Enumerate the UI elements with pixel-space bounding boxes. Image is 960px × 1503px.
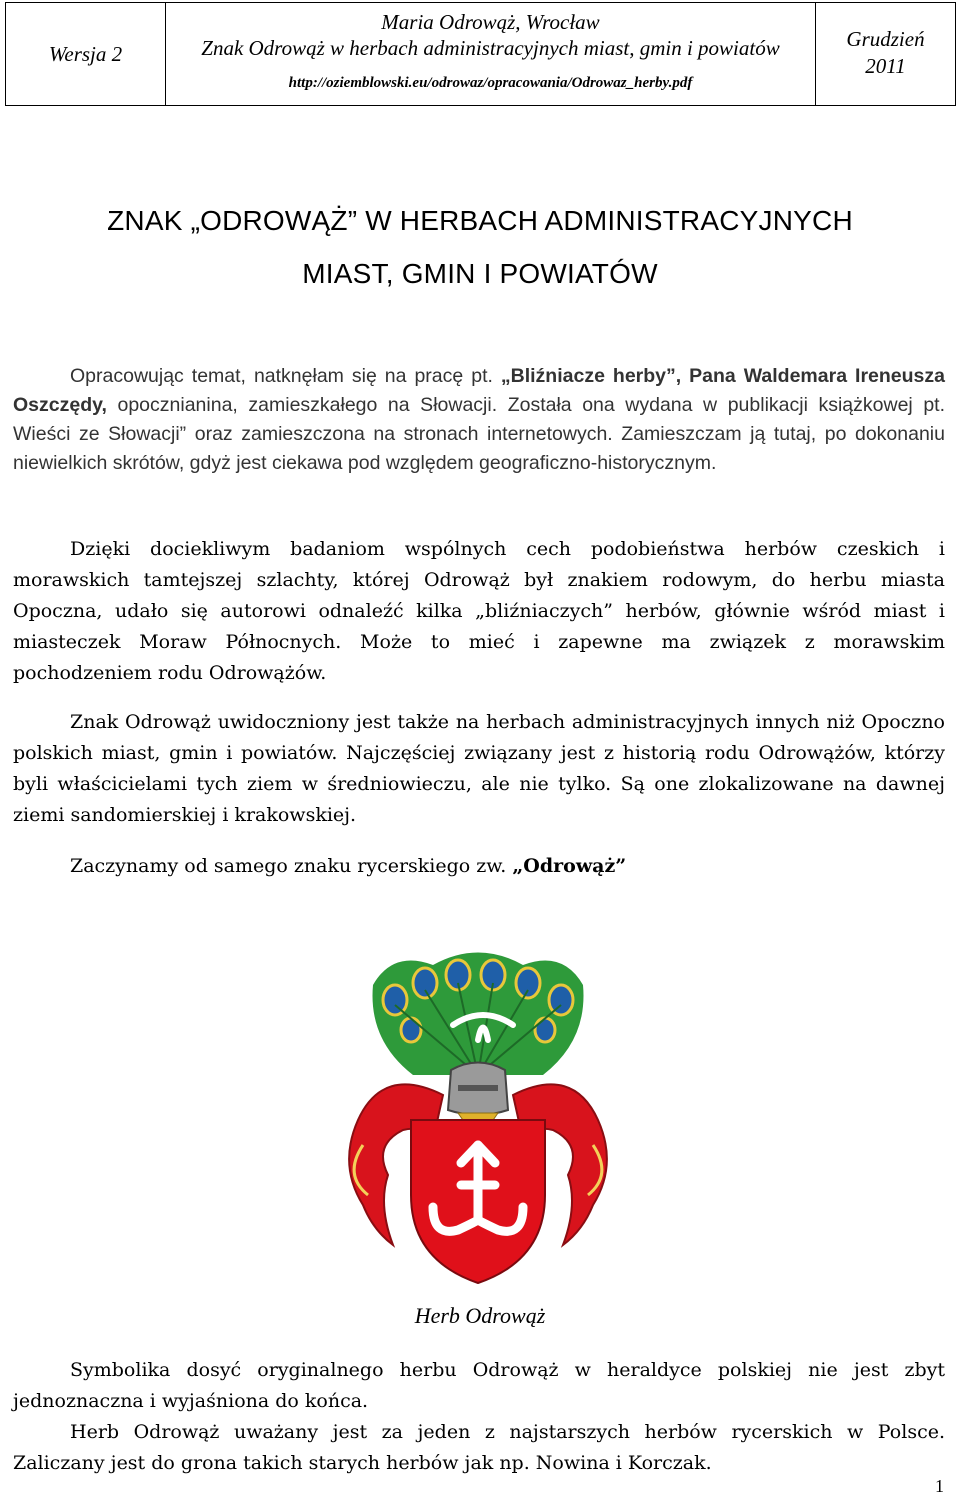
paragraph-symbolism: Symbolika dosyć oryginalnego herbu Odrowąż w heraldyce polskiej nie jest zbyt jednoznaczna i wyjaśniona do końca. <box>13 1359 945 1412</box>
paragraph-research: Dzięki dociekliwym badaniom wspólnych cech podobieństwa herbów czeskich i morawskich tamtejszej szlachty, której Odrowąż był znakiem rodowym, do herbu miasta Opoczna, udało się autorowi odnaleźć kilka „bliźniaczych” herbów, głównie wśród miast i miasteczek Moraw Północnych. Może to mieć i zapewne ma związek z morawskim pochodzeniem rodu Odrowążów. <box>13 538 945 684</box>
page-number: 1 <box>935 1476 944 1496</box>
header-version-cell <box>6 3 166 105</box>
paragraph-oldest: Herb Odrowąż uważany jest za jeden z najstarszych herbów rycerskich w Polsce. Zaliczany jest do grona takich starych herbów jak np. Nowina i Korczak. <box>13 1421 945 1474</box>
header-date-cell <box>816 3 955 105</box>
paragraph-intro <box>13 362 945 478</box>
paragraph-intro-c: opocznianina, zamieszkałego na Słowacji. Została ona wydana w publikacji książkowej pt. Wieści ze Słowacji” oraz zamieszczona na stronach internetowych. Zamieszczam ją tutaj, po dokonaniu niewielkich skrótów, gdyż jest ciekawa pod względem geograficzno-historycznym. <box>13 394 945 474</box>
paragraph-start-bold: „Odrowąż” <box>512 855 627 877</box>
header-month: Grudzień <box>846 27 925 51</box>
header-title-cell <box>166 3 816 105</box>
image-caption: Herb Odrowąż <box>414 1303 546 1328</box>
paragraph-usage: Znak Odrowąż uwidoczniony jest także na herbach administracyjnych innych niż Opoczno polskich miast, gmin i powiatów. Najczęściej związany jest z historią rodu Odrowążów, którzy byli właścicielami tych ziem w średniowieczu, ale nie tylko. Są one zlokalizowane na dawnej ziemi sandomierskiej i krakowskiej. <box>13 711 945 826</box>
odrowaz-coat-of-arms-image <box>333 945 623 1290</box>
paragraph-intro-bold: „Bliźniacze herby”, Pana Waldemara Ireneusza Oszczędy, <box>13 365 945 416</box>
paragraph-start <box>13 851 945 882</box>
helmet <box>448 1063 508 1124</box>
header-url[interactable]: http://oziemblowski.eu/odrowaz/opracowania/Odrowaz_herby.pdf <box>288 75 693 91</box>
header-subject: Znak Odrowąż w herbach administracyjnych miast, gmin i powiatów <box>201 36 780 60</box>
header-author: Maria Odrowąż, Wrocław <box>381 10 600 34</box>
page-header <box>5 2 956 106</box>
paragraph-intro-a: Opracowując temat, natknęłam się na pracę pt. <box>70 365 501 387</box>
header-version: Wersja 2 <box>48 41 123 66</box>
document-title-line2: MIAST, GMIN I POWIATÓW <box>302 258 658 289</box>
paragraph-start-a: Zaczynamy od samego znaku rycerskiego zw. <box>70 855 513 877</box>
document-title-line1: ZNAK „ODROWĄŻ” W HERBACH ADMINISTRACYJNYCH <box>107 205 853 236</box>
shield <box>411 1120 545 1283</box>
header-year: 2011 <box>865 54 906 78</box>
